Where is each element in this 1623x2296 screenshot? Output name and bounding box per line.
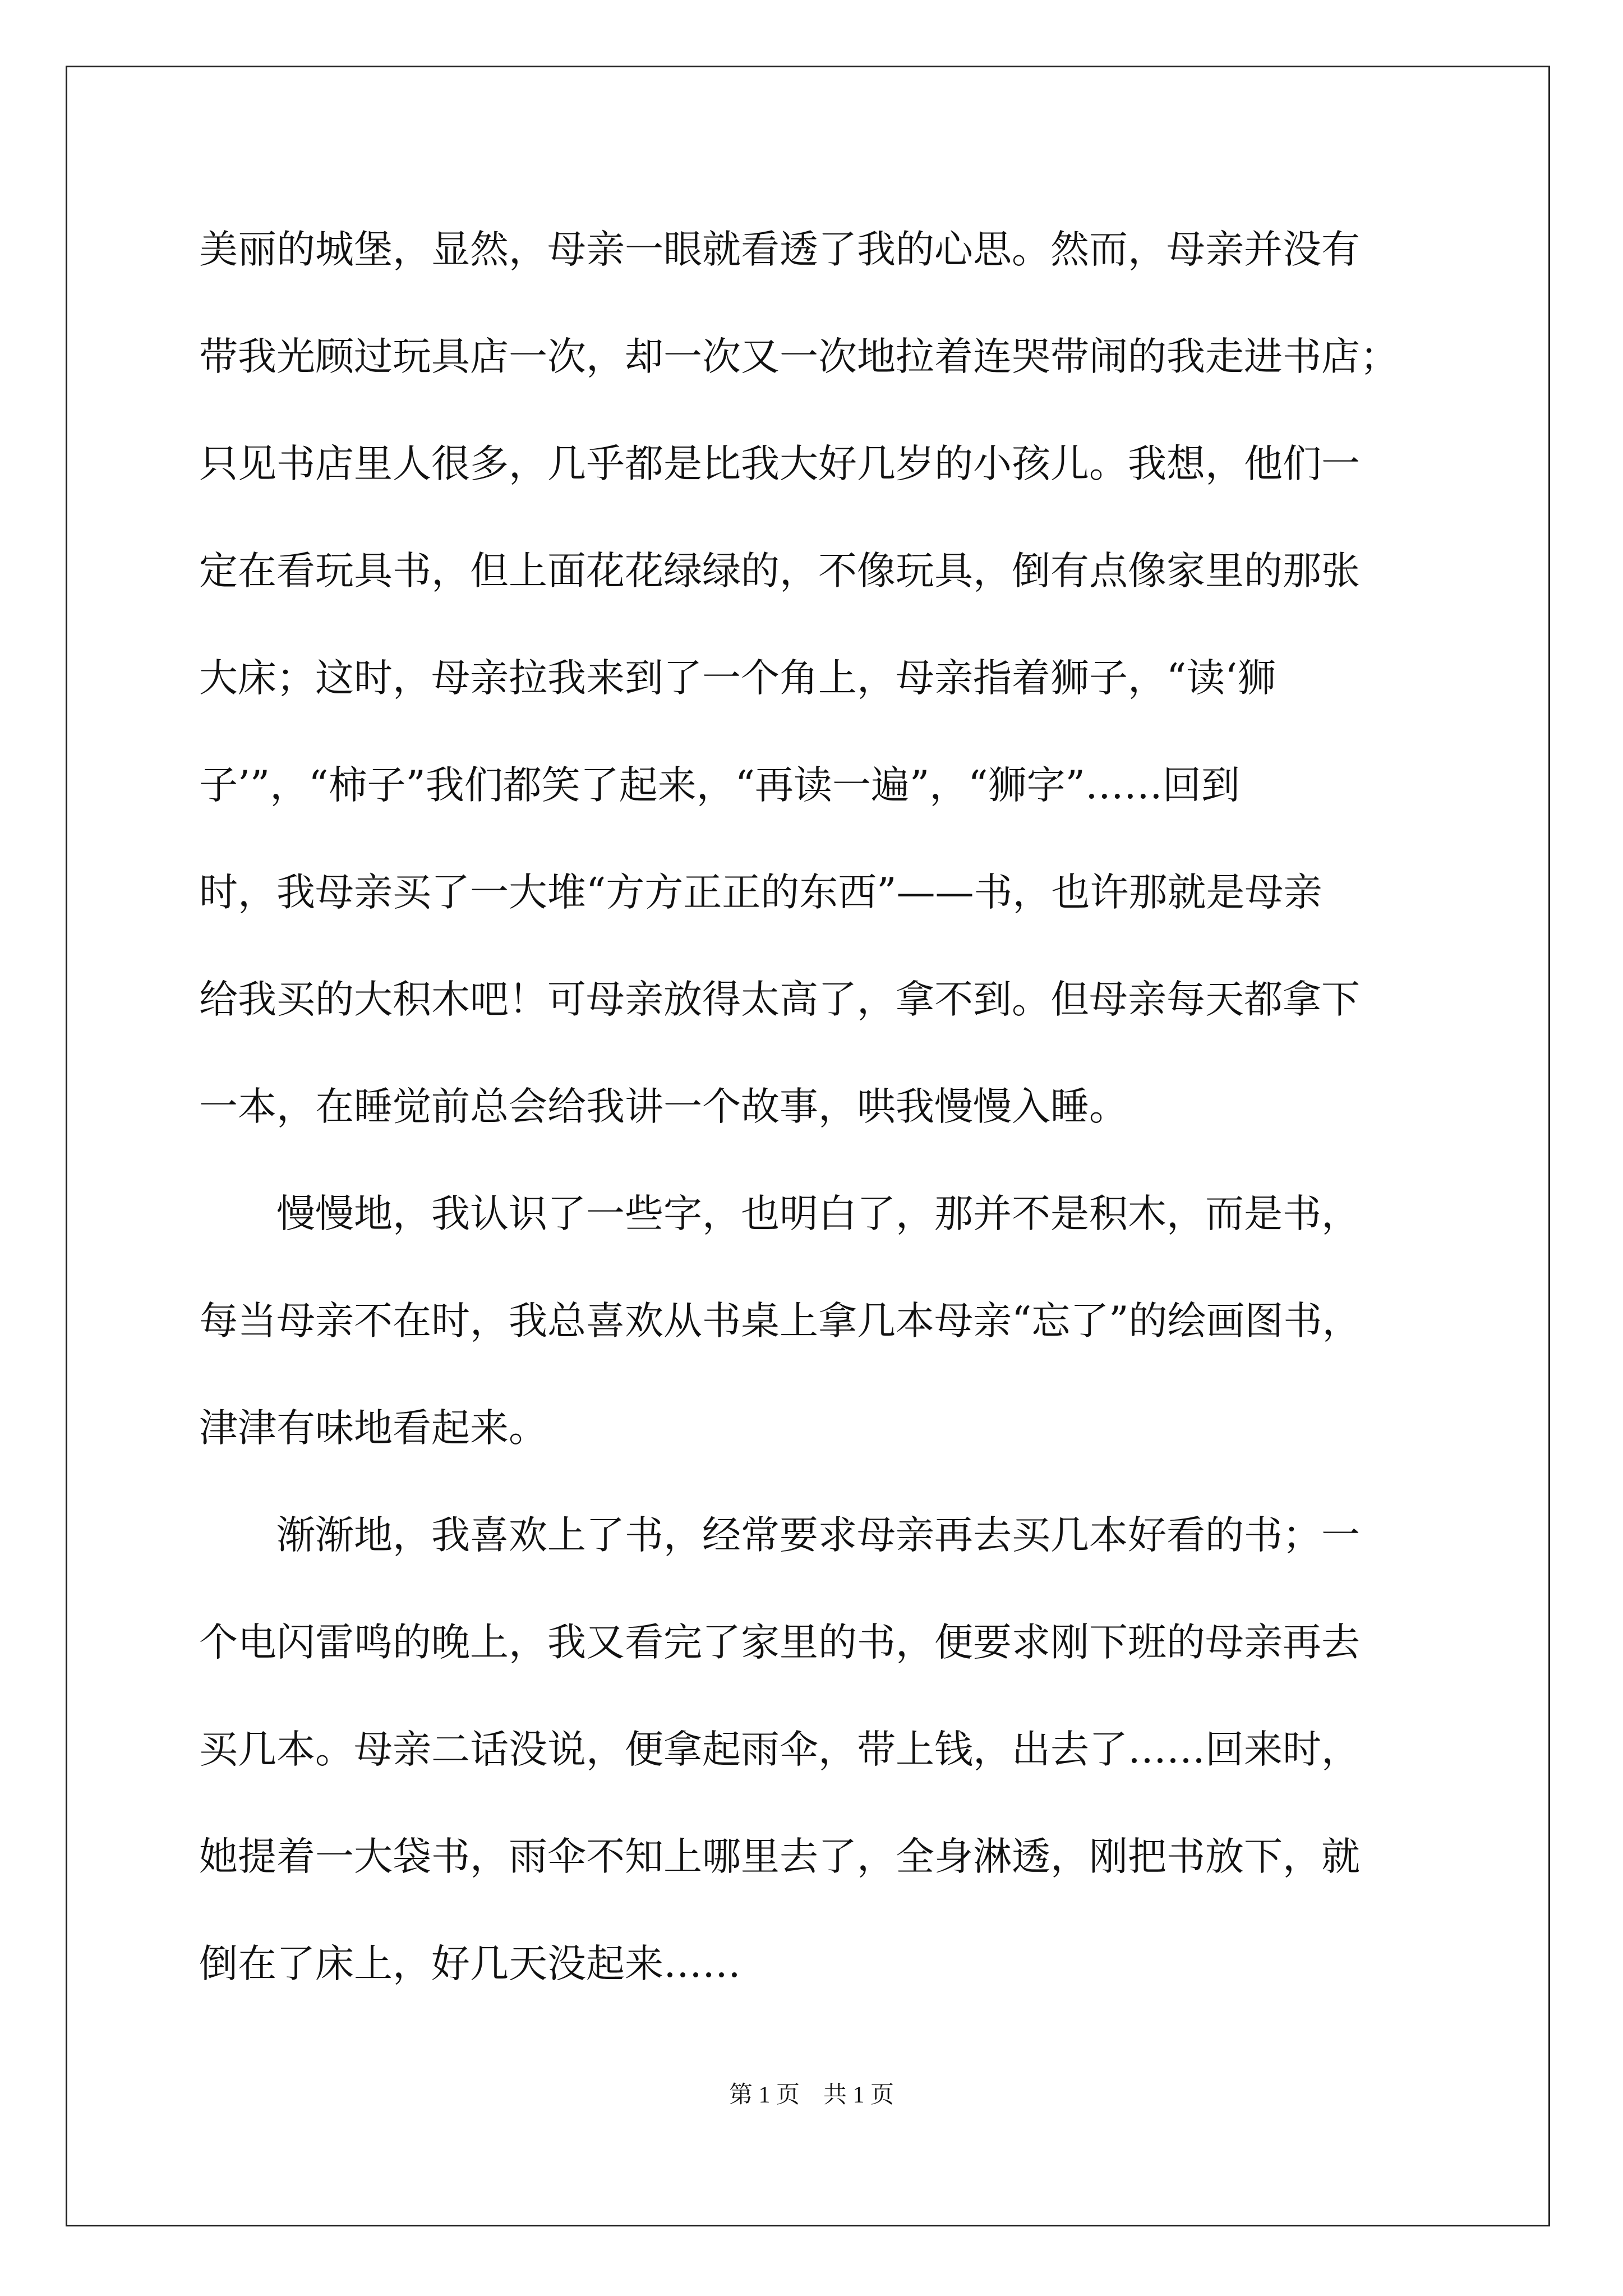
- text-line: 津津有味地看起来。: [199, 1406, 547, 1451]
- text-line: 一本，在睡觉前总会给我讲一个故事，哄我慢慢入睡。: [199, 1084, 1128, 1129]
- text-line: 时，我母亲买了一大堆“方方正正的东西”——书，也许那就是母亲: [199, 870, 1322, 915]
- text-line: 倒在了床上，好几天没起来……: [199, 1941, 741, 1986]
- text-line: 给我买的大积木吧！可母亲放得太高了，拿不到。但母亲每天都拿下: [199, 977, 1360, 1022]
- page-number-footer: 第 1 页 共 1 页: [728, 2082, 894, 2108]
- text-line: 定在看玩具书，但上面花花绿绿的，不像玩具，倒有点像家里的那张: [199, 549, 1360, 593]
- text-line: 每当母亲不在时，我总喜欢从书桌上拿几本母亲“忘了”的绘画图书，: [199, 1299, 1361, 1343]
- text-line: 渐渐地，我喜欢上了书，经常要求母亲再去买几本好看的书；一: [199, 1513, 1360, 1558]
- text-line: 美丽的城堡，显然，母亲一眼就看透了我的心思。然而，母亲并没有: [199, 227, 1360, 272]
- text-line: 她提着一大袋书，雨伞不知上哪里去了，全身淋透，刚把书放下，就: [199, 1834, 1360, 1879]
- text-line: 只见书店里人很多，几乎都是比我大好几岁的小孩儿。我想，他们一: [199, 441, 1360, 486]
- text-line: 子’”，“柿子”我们都笑了起来，“再读一遍”，“狮字”……回到: [199, 763, 1240, 808]
- text-line: 慢慢地，我认识了一些字，也明白了，那并不是积木，而是书，: [199, 1191, 1360, 1236]
- text-line: 买几本。母亲二话没说，便拿起雨伞，带上钱，出去了……回来时，: [199, 1727, 1360, 1772]
- text-line: 大床；这时，母亲拉我来到了一个角上，母亲指着狮子，“读‘狮: [199, 656, 1276, 701]
- document-body: [199, 208, 1427, 2029]
- text-line: 个电闪雷鸣的晚上，我又看完了家里的书，便要求刚下班的母亲再去: [199, 1620, 1360, 1665]
- text-line: 带我光顾过玩具店一次，却一次又一次地拉着连哭带闹的我走进书店；: [199, 334, 1399, 379]
